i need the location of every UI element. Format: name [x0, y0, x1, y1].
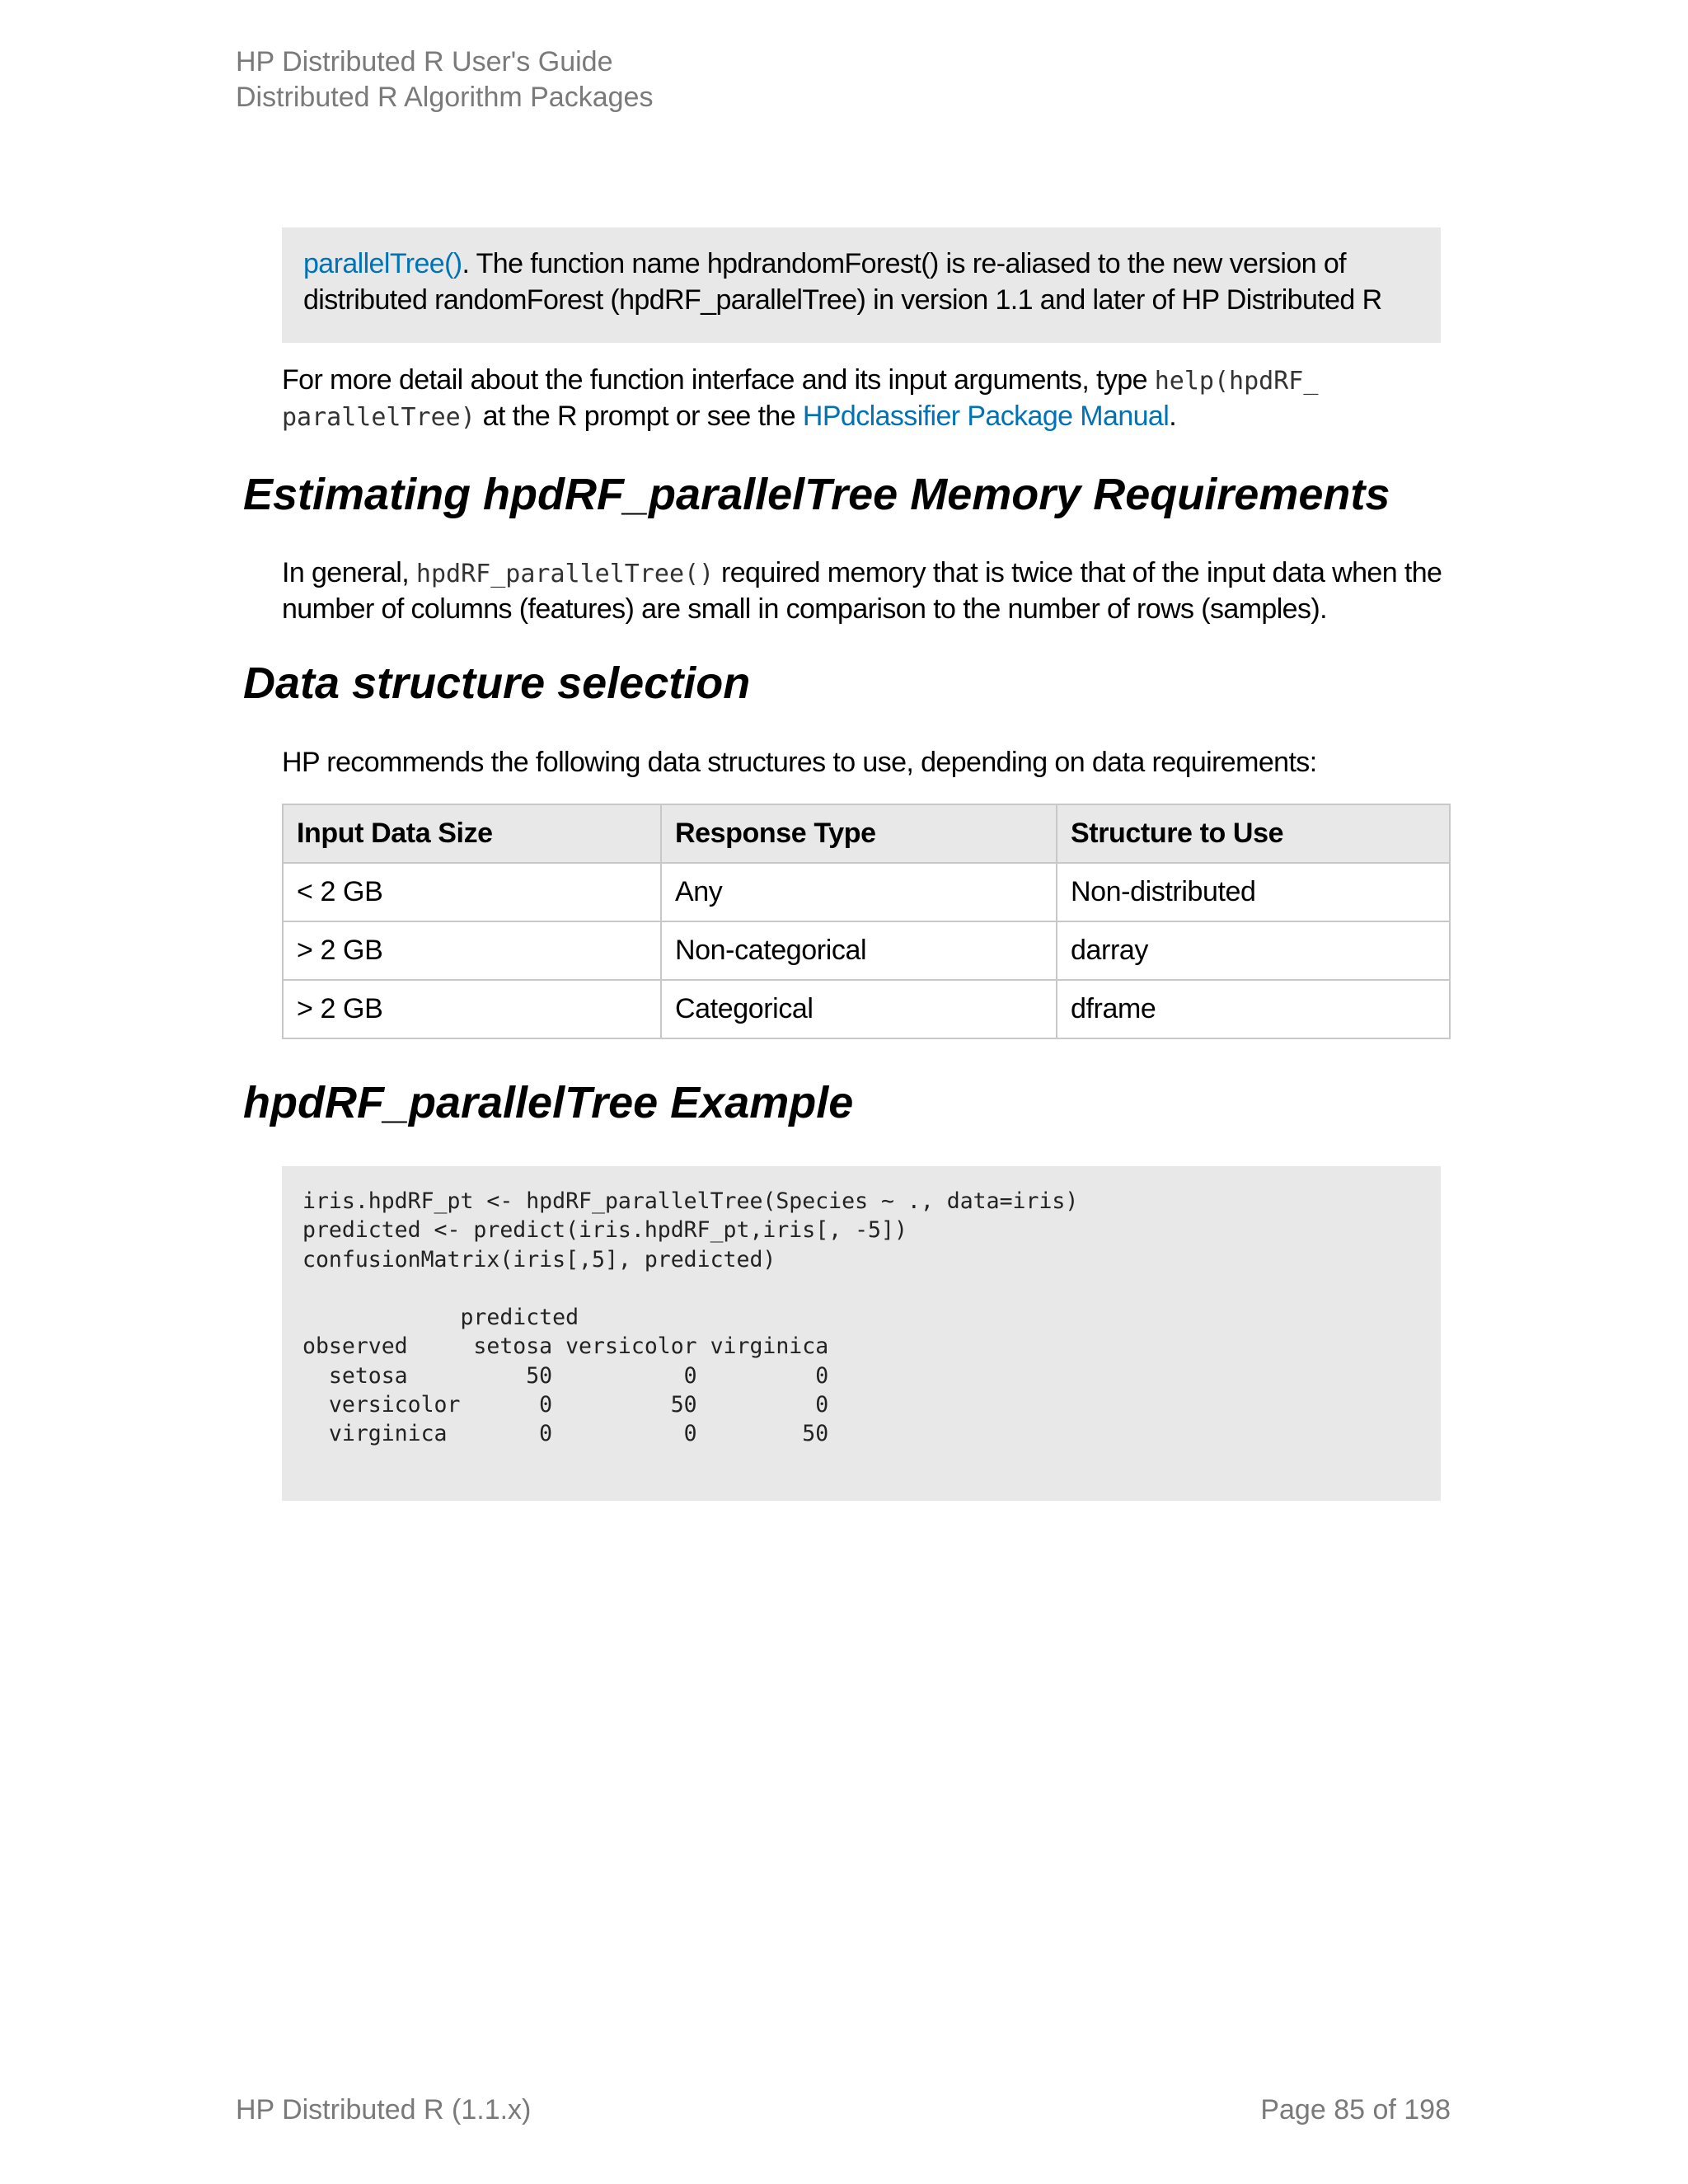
detail-paragraph: [282, 363, 1461, 435]
table-header-row: [283, 804, 1450, 863]
table-cell: Non-categorical: [661, 921, 1057, 980]
table-row: [283, 921, 1450, 980]
table-cell: > 2 GB: [283, 921, 661, 980]
paralleltree-code: hpdRF_parallelTree(): [415, 560, 715, 588]
memory-text-2: required memory that is twice that of the input data when the: [714, 557, 1442, 588]
page-header: [236, 45, 653, 115]
table-cell: Non-distributed: [1057, 863, 1450, 921]
memory-paragraph: [282, 555, 1461, 626]
memory-text-1: In general,: [282, 557, 416, 588]
note-line-1: [303, 246, 1419, 282]
paralleltree-link[interactable]: parallelTree(): [303, 248, 462, 279]
example-code-block: iris.hpdRF_pt <- hpdRF_parallelTree(Species ~ ., data=iris) predicted <- predict(iris.hpdRF_pt,iris[, -5]) confusionMatrix(iris[,5], predicted) predicted observed setosa versicolor virginica setosa 50 0 0 versicolor 0 50 0 virginica 0 0 50: [282, 1166, 1441, 1501]
help-code-2: parallelTree): [282, 403, 476, 432]
data-structure-heading: Data structure selection: [243, 658, 751, 708]
table-cell: Categorical: [661, 980, 1057, 1038]
table-cell: > 2 GB: [283, 980, 661, 1038]
table-row: [283, 980, 1450, 1038]
detail-text-2: at the R prompt or see the: [475, 401, 803, 432]
memory-heading: Estimating hpdRF_parallelTree Memory Requirements: [243, 470, 1390, 519]
help-code-1: help(hpdRF_: [1154, 367, 1319, 396]
data-structure-intro: HP recommends the following data structures to use, depending on data requirements:: [282, 747, 1317, 778]
table-cell: < 2 GB: [283, 863, 661, 921]
note-line-2: distributed randomForest (hpdRF_parallelTree) in version 1.1 and later of HP Distributed R: [303, 284, 1382, 316]
column-header: Structure to Use: [1057, 804, 1450, 863]
memory-line-2: number of columns (features) are small in comparison to the number of rows (samples).: [282, 593, 1327, 625]
table-cell: darray: [1057, 921, 1450, 980]
detail-line-1: [282, 363, 1461, 399]
table-cell: Any: [661, 863, 1057, 921]
table-row: [283, 863, 1450, 921]
example-heading: hpdRF_parallelTree Example: [243, 1078, 854, 1127]
column-header: Input Data Size: [283, 804, 661, 863]
note-box: [282, 227, 1441, 343]
detail-text-3: .: [1169, 401, 1177, 432]
detail-text: For more detail about the function interface and its input arguments, type: [282, 364, 1155, 396]
detail-line-2: [282, 399, 1461, 435]
memory-line-1: [282, 555, 1461, 592]
data-structure-table: [282, 804, 1451, 1039]
note-line-1-text: . The function name hpdrandomForest() is re-aliased to the new version of: [462, 248, 1346, 279]
footer-page-number: Page 85 of 198: [1260, 2094, 1451, 2125]
column-header: Response Type: [661, 804, 1057, 863]
header-chapter-title: Distributed R Algorithm Packages: [236, 82, 654, 113]
table-cell: dframe: [1057, 980, 1450, 1038]
footer-product: HP Distributed R (1.1.x): [236, 2094, 532, 2125]
package-manual-link[interactable]: HPdclassifier Package Manual: [802, 401, 1170, 432]
header-guide-title: HP Distributed R User's Guide: [236, 46, 613, 77]
